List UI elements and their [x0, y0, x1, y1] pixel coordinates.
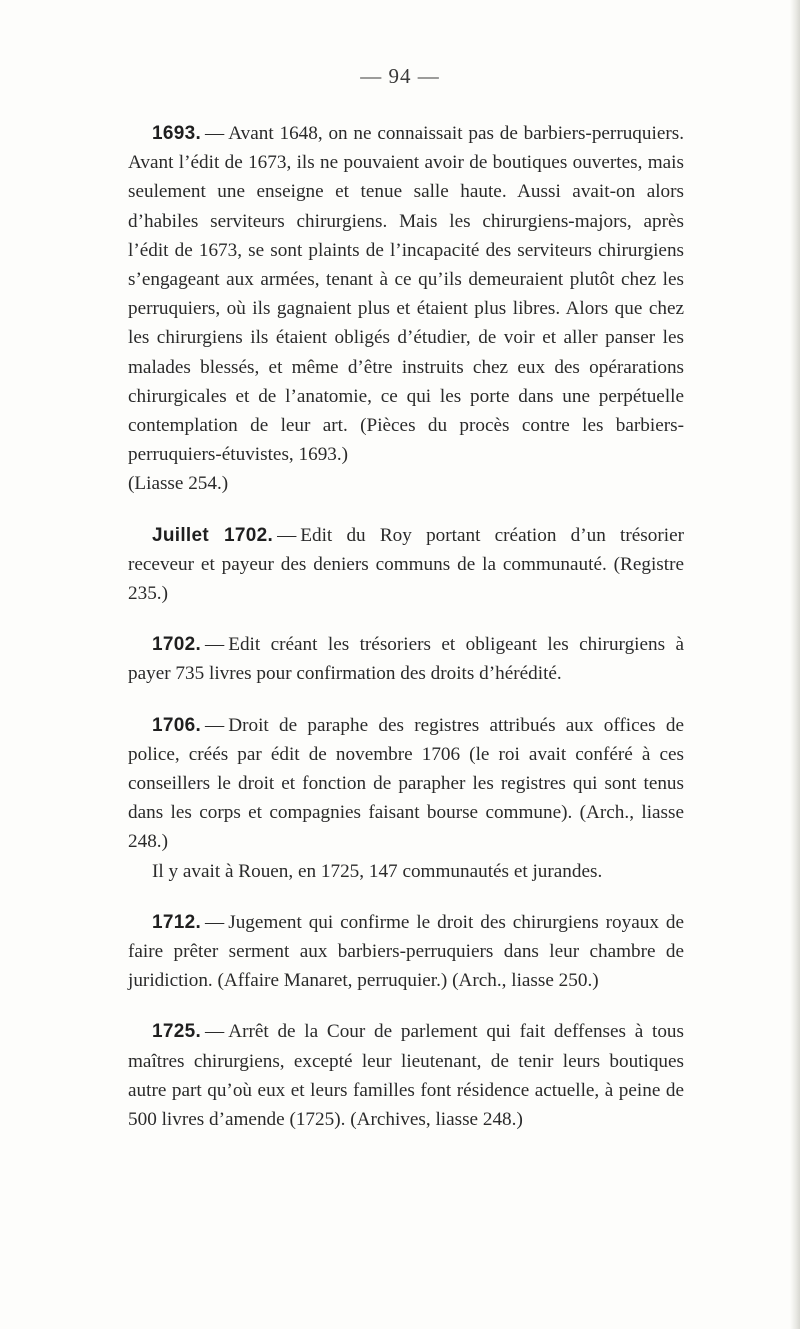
entry-1693	[128, 119, 684, 499]
entry-1706	[128, 711, 684, 886]
entry-text: Edit du Roy portant création d’un trésorier receveur et payeur des deniers communs de la communauté. (Registre 235.)	[128, 524, 684, 605]
entry-extra-note: Il y avait à Rouen, en 1725, 147 communautés et jurandes.	[152, 860, 603, 882]
entry-date: 1702.	[152, 634, 202, 656]
entry-text: Droit de paraphe des registres attribués aux offices de police, créés par édit de novembre 1706 (le roi avait conféré à ces conseillers le droit et fonction de parapher les registres qui sont tenus dans les corps et compagnies faisant bourse commune). (Arch., liasse 248.)	[128, 714, 684, 853]
entry-date: 1712.	[152, 911, 202, 933]
entry-separator: —	[205, 123, 225, 144]
entry-separator: —	[205, 911, 225, 933]
entry-separator: —	[277, 524, 297, 546]
page-edge-shadow	[790, 0, 800, 1329]
entry-tail: (Liasse 254.)	[128, 473, 229, 495]
entry-1712	[128, 908, 684, 996]
page-number: — 94 —	[360, 64, 440, 88]
entry-date: Juillet 1702.	[152, 524, 274, 546]
entry-1702	[128, 630, 684, 688]
entry-date: 1725.	[152, 1021, 202, 1043]
entry-text: Avant 1648, on ne connaissait pas de barbiers-perruquiers. Avant l’édit de 1673, ils ne pouvaient avoir de boutiques ouvertes, mais seulement une enseigne et tenue salle haute. Aussi avait-on alors d’habiles serviteurs chirurgiens. Mais les chirurgiens-majors, après l’édit de 1673, se sont plaints de l’incapacité des serviteurs chirurgiens s’engageant aux armées, tenant à ce qu’ils demeuraient plutôt chez les perruquiers, où ils gagnaient plus et étaient plus libres. Alors que chez les chirurgiens ils étaient obligés d’étudier, de voir et aller panser les malades blessés, et même d’être instruits chez eux des opérarations chirurgicales et de l’anatomie, ce qui les porte dans une perpétuelle contemplation de leur art. (Pièces du procès contre les barbiers-perruquiers-étuvistes, 1693.)	[128, 123, 684, 466]
document-body	[128, 119, 684, 1156]
entry-text: Edit créant les trésoriers et obligeant les chirurgiens à payer 735 livres pour confirmation des droits d’hérédité.	[128, 634, 684, 685]
entry-date: 1693.	[152, 123, 202, 144]
entry-date: 1706.	[152, 714, 202, 736]
entry-separator: —	[205, 1021, 225, 1043]
entry-separator: —	[205, 634, 225, 656]
entry-juillet-1702	[128, 521, 684, 609]
entry-1725	[128, 1017, 684, 1134]
entry-text: Jugement qui confirme le droit des chirurgiens royaux de faire prêter serment aux barbiers-perruquiers dans leur chambre de juridiction. (Affaire Manaret, perruquier.) (Arch., liasse 250.)	[128, 911, 684, 992]
entry-text: Arrêt de la Cour de parlement qui fait deffenses à tous maîtres chirurgiens, excepté leur lieutenant, de tenir leurs boutiques autre part qu’où eux et leurs familles font résidence actuelle, à peine de 500 livres d’amende (1725). (Archives, liasse 248.)	[128, 1021, 684, 1131]
entry-separator: —	[205, 714, 225, 736]
